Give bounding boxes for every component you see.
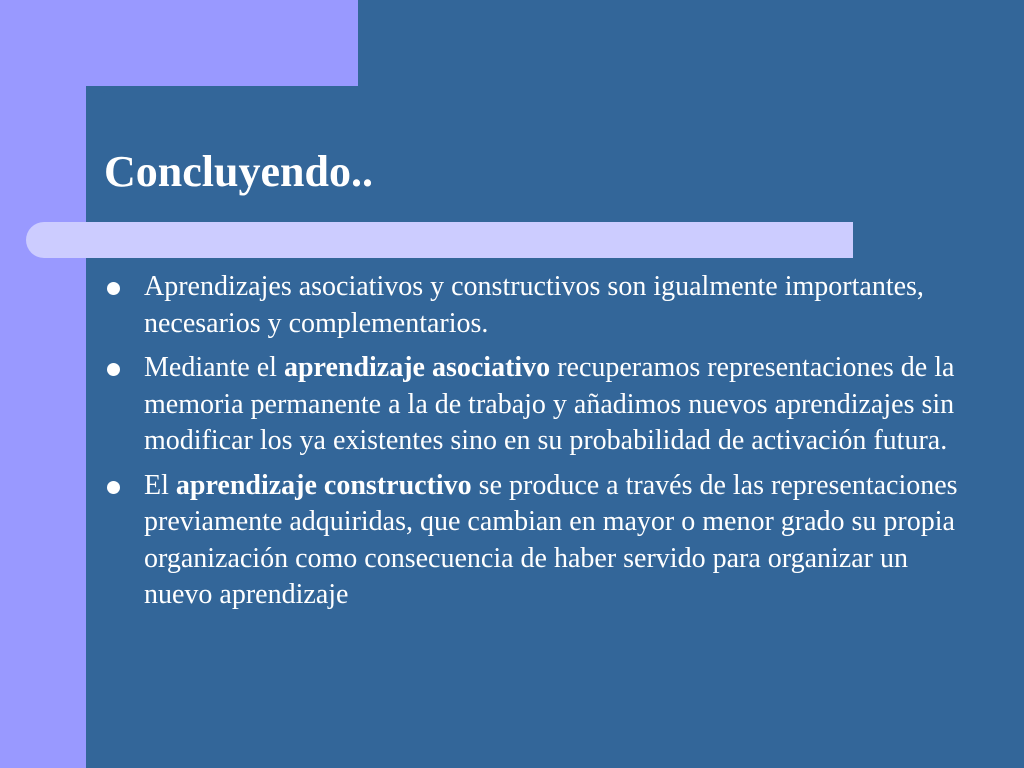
bullet-text-before: Mediante el	[144, 352, 284, 383]
bullet-text-after: se produce a través de las representaciones previamente adquiridas, que cambian en mayor o menor grado su propia organización como consecuencia de haber servido para organizar un nuevo aprendizaje	[144, 469, 958, 610]
bullet-text-after: recuperamos representaciones de la memoria permanente a la de trabajo y añadimos nuevos aprendizajes sin modificar los ya existentes sino en su probabilidad de activación futura.	[144, 352, 955, 456]
bullet-dot-icon	[107, 363, 120, 376]
bullet-item-1	[104, 269, 964, 342]
top-accent-band	[0, 0, 358, 86]
bullet-item-3	[104, 468, 964, 614]
bullet-item-2	[104, 350, 964, 460]
left-accent-band	[0, 0, 86, 768]
bullet-bold-term: aprendizaje asociativo	[283, 352, 551, 383]
bullet-text: Aprendizajes asociativos y constructivos son igualmente importantes, necesarios y complementarios.	[144, 271, 924, 339]
bullet-text-before: El	[144, 469, 176, 501]
corner-curve	[86, 86, 126, 126]
slide-title: Concluyendo..	[104, 147, 373, 196]
title-underline-bar	[26, 222, 853, 258]
bullet-list	[104, 269, 964, 622]
bullet-dot-icon	[107, 481, 120, 494]
bullet-dot-icon	[107, 282, 120, 295]
bullet-bold-term: aprendizaje constructivo	[175, 469, 472, 501]
